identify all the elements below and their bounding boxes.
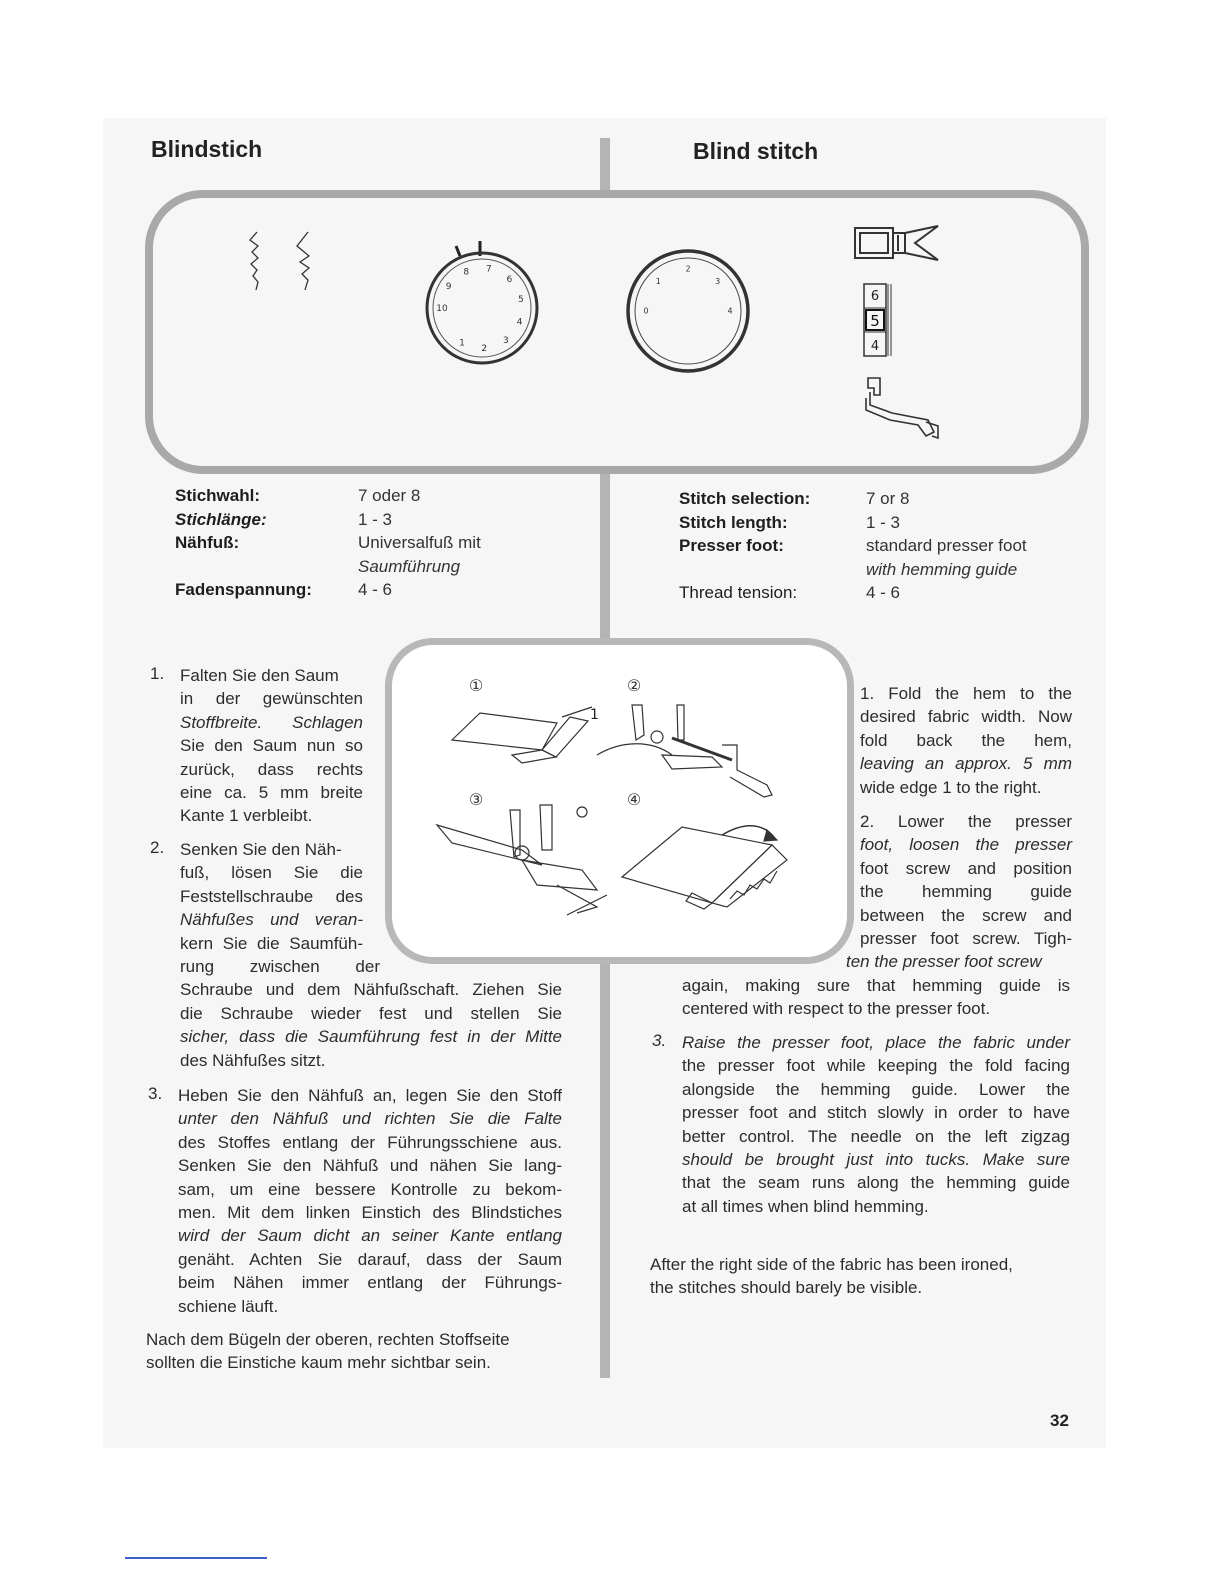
- en-step-3-line: presser foot and stitch slowly in order to have: [682, 1103, 1070, 1123]
- title-english: Blind stitch: [693, 138, 819, 164]
- value-presser-foot-en-1: standard presser foot: [866, 536, 1027, 555]
- de-step-2-line: fuß, lösen Sie die: [180, 863, 363, 883]
- length-dial-number-0: 0: [643, 306, 649, 316]
- en-step-2-line: ten the presser foot screw: [846, 952, 1042, 972]
- en-step-1-line: leaving an approx. 5 mm: [860, 754, 1072, 774]
- en-step-3-line: should be brought just into tucks. Make sure: [682, 1150, 1070, 1170]
- en-step-3-line: better control. The needle on the left zigzag: [682, 1126, 1070, 1146]
- de-step-2-text-narrow: [180, 838, 380, 978]
- length-dial-number-1: 1: [655, 277, 661, 286]
- en-step-3-number: 3.: [652, 1031, 667, 1050]
- de-step-3-line: genäht. Achten Sie darauf, dass der Saum: [178, 1249, 562, 1269]
- de-step-1-line: Sie den Saum nun so: [180, 736, 363, 756]
- en-step-2-line: presser foot screw. Tigh-: [860, 929, 1072, 949]
- de-step-3-line: des Stoffes entlang der Führungsschiene aus.: [178, 1132, 562, 1152]
- settings-pictograms: [0, 0, 1224, 480]
- en-step-2-number: 2.: [860, 812, 875, 831]
- de-step-1-number: 1.: [150, 664, 165, 683]
- value-thread-tension-de: 4 - 6: [358, 580, 393, 599]
- tension-scale-5: 5: [870, 312, 880, 330]
- de-closing-line: Nach dem Bügeln der oberen, rechten Stoffseite: [146, 1330, 510, 1349]
- attach-hemming-guide-illustration: [597, 705, 772, 797]
- stitch-dial-number-8: 8: [463, 267, 470, 278]
- en-step-2-line: again, making sure that hemming guide is: [682, 975, 1070, 995]
- label-stitch-length-de: Stichlänge:: [175, 509, 267, 529]
- stitch-dial-number-3: 3: [503, 336, 509, 347]
- en-step-1-line: 1. Fold the hem to the: [860, 684, 1072, 703]
- settings-german: [175, 484, 481, 602]
- label-thread-tension-de: Fadenspannung:: [175, 580, 312, 599]
- label-presser-foot-de: Nähfuß:: [175, 533, 240, 552]
- sewing-hem-illustration: [437, 805, 607, 915]
- value-stitch-selection-de: 7 oder 8: [358, 486, 421, 505]
- length-dial-number-2: 2: [685, 264, 691, 274]
- en-step-1-number: 1.: [860, 684, 875, 703]
- de-step-3-number: 3.: [148, 1084, 163, 1103]
- en-step-3-line: Raise the presser foot, place the fabric under: [682, 1033, 1070, 1052]
- value-presser-foot-en-2: with hemming guide: [866, 559, 1018, 579]
- tension-scale-4: 4: [870, 339, 880, 354]
- de-step-3-line: wird der Saum dicht an seiner Kante entlang: [178, 1226, 562, 1246]
- de-step-1-line: Kante 1 verbleibt.: [180, 806, 313, 826]
- en-step-2-line: centered with respect to the presser foot.: [682, 999, 991, 1019]
- finished-hem-illustration: [622, 826, 787, 909]
- blind-stitch-pattern-icon: [250, 232, 309, 290]
- label-stitch-selection-de: Stichwahl:: [175, 486, 261, 505]
- step-2-marker: ②: [626, 676, 642, 695]
- stitch-dial-number-4: 4: [516, 317, 523, 328]
- en-closing-line: After the right side of the fabric has been ironed,: [650, 1255, 1013, 1274]
- de-step-2-line: Feststellschraube des: [180, 886, 363, 906]
- de-step-1-text: [180, 664, 363, 828]
- de-step-1-line: Stoffbreite. Schlagen: [180, 712, 363, 732]
- stitch-dial-number-9: 9: [445, 282, 452, 292]
- hemming-guide-icon: [866, 378, 938, 438]
- de-step-2-line: des Nähfußes sitzt.: [180, 1050, 326, 1070]
- step-4-marker: ④: [626, 790, 642, 809]
- en-step-2-line: foot, loosen the presser: [860, 835, 1072, 855]
- value-stitch-length-de: 1 - 3: [358, 509, 393, 529]
- de-step-3-line: schiene läuft.: [178, 1296, 279, 1316]
- de-step-2-line: Senken Sie den Näh-: [180, 840, 342, 859]
- step-1-marker: ①: [468, 676, 484, 695]
- en-step-2-line: between the screw and: [860, 905, 1072, 925]
- de-step-2-text-wide: [180, 978, 562, 1072]
- de-step-1-line: in der gewünschten: [180, 689, 363, 709]
- stitch-dial-number-1: 1: [459, 338, 465, 349]
- en-step-1-line: wide edge 1 to the right.: [860, 777, 1042, 797]
- en-step-3-line: that the seam runs along the hemming guide: [682, 1173, 1070, 1193]
- de-step-2-number: 2.: [150, 838, 165, 857]
- de-step-2-line: sicher, dass die Saumführung fest in der Mitte: [180, 1027, 562, 1047]
- stitch-dial-number-7: 7: [486, 264, 492, 275]
- en-step-2-line: 2. Lower the presser: [860, 812, 1072, 831]
- de-step-3-line: Senken Sie den Nähfuß und nähen Sie lang-: [178, 1156, 562, 1176]
- de-step-1-line: eine ca. 5 mm breite: [180, 783, 363, 803]
- stitch-dial-number-10: 10: [436, 304, 448, 314]
- en-step-2-text-wide: [682, 974, 1070, 1021]
- label-stitch-length-en: Stitch length:: [679, 512, 788, 532]
- en-step-3-line: alongside the hemming guide. Lower the: [682, 1079, 1070, 1099]
- stitch-dial-number-2: 2: [481, 343, 488, 354]
- step-3-marker: ③: [468, 790, 484, 809]
- de-step-2-line: rung zwischen der: [180, 957, 380, 977]
- page-number: 32: [1050, 1411, 1069, 1430]
- presser-foot-icon: [855, 226, 938, 260]
- de-step-3-line: beim Nähen immer entlang der Führungs-: [178, 1273, 562, 1293]
- value-presser-foot-de-1: Universalfuß mit: [358, 533, 481, 552]
- label-presser-foot-en: Presser foot:: [679, 536, 784, 555]
- de-step-2-line: Nähfußes und veran-: [180, 910, 363, 930]
- settings-english: [679, 487, 1027, 605]
- de-step-2-line: kern Sie die Saumfüh-: [180, 933, 363, 953]
- de-step-3-line: unter den Nähfuß und richten Sie die Falte: [178, 1109, 562, 1129]
- de-step-3-line: men. Mit dem linken Einstich des Blindstiches: [178, 1203, 562, 1223]
- en-step-1-line: desired fabric width. Now: [860, 707, 1072, 727]
- de-step-3-line: sam, um eine bessere Kontrolle zu bekom-: [178, 1179, 562, 1199]
- thread-tension-scale-icon: [864, 284, 891, 356]
- tension-scale-6: 6: [870, 289, 880, 304]
- step-illustrations: [392, 645, 833, 943]
- de-step-3-line: Heben Sie den Nähfuß an, legen Sie den Stoff: [178, 1086, 562, 1105]
- length-dial-number-4: 4: [727, 306, 733, 316]
- en-step-2-line: foot screw and position: [860, 858, 1072, 878]
- en-closing-text: [650, 1253, 1080, 1300]
- en-step-1-text: [860, 682, 1072, 799]
- en-step-2-text-narrow: [860, 810, 1072, 950]
- en-step-3-line: at all times when blind hemming.: [682, 1196, 929, 1216]
- value-stitch-length-en: 1 - 3: [866, 512, 901, 532]
- stitch-dial-number-5: 5: [518, 294, 524, 305]
- de-step-3-text: [178, 1084, 562, 1318]
- label-stitch-selection-en: Stitch selection:: [679, 489, 811, 508]
- fold-fabric-illustration: [452, 707, 592, 763]
- en-step-3-line: the presser foot while keeping the fold facing: [682, 1056, 1070, 1076]
- edge-label-1: 1: [590, 707, 599, 723]
- de-step-2-line: Schraube und dem Nähfußschaft. Ziehen Sie: [180, 980, 562, 1000]
- title-german: Blindstich: [151, 136, 263, 162]
- en-step-2-line: the hemming guide: [860, 882, 1072, 902]
- stitch-dial-number-6: 6: [506, 274, 513, 285]
- de-closing-text: [146, 1328, 566, 1375]
- en-closing-line: the stitches should barely be visible.: [650, 1278, 923, 1298]
- length-dial-number-3: 3: [715, 277, 721, 286]
- value-stitch-selection-en: 7 or 8: [866, 489, 910, 508]
- de-closing-line: sollten die Einstiche kaum mehr sichtbar sein.: [146, 1353, 491, 1373]
- de-step-1-line: zurück, dass rechts: [180, 759, 363, 779]
- de-step-1-line: Falten Sie den Saum: [180, 666, 339, 685]
- label-thread-tension-en: Thread tension:: [679, 583, 798, 602]
- value-presser-foot-de-2: Saumführung: [358, 556, 461, 576]
- stitch-length-dial-icon: [628, 251, 748, 371]
- footer-link-underline[interactable]: [125, 1557, 267, 1559]
- en-step-1-line: fold back the hem,: [860, 730, 1072, 750]
- en-step-3-text: [682, 1031, 1070, 1218]
- de-step-2-line: die Schraube wieder fest und stellen Sie: [180, 1003, 562, 1023]
- stitch-selector-dial-icon: [427, 241, 537, 363]
- value-thread-tension-en: 4 - 6: [866, 583, 901, 602]
